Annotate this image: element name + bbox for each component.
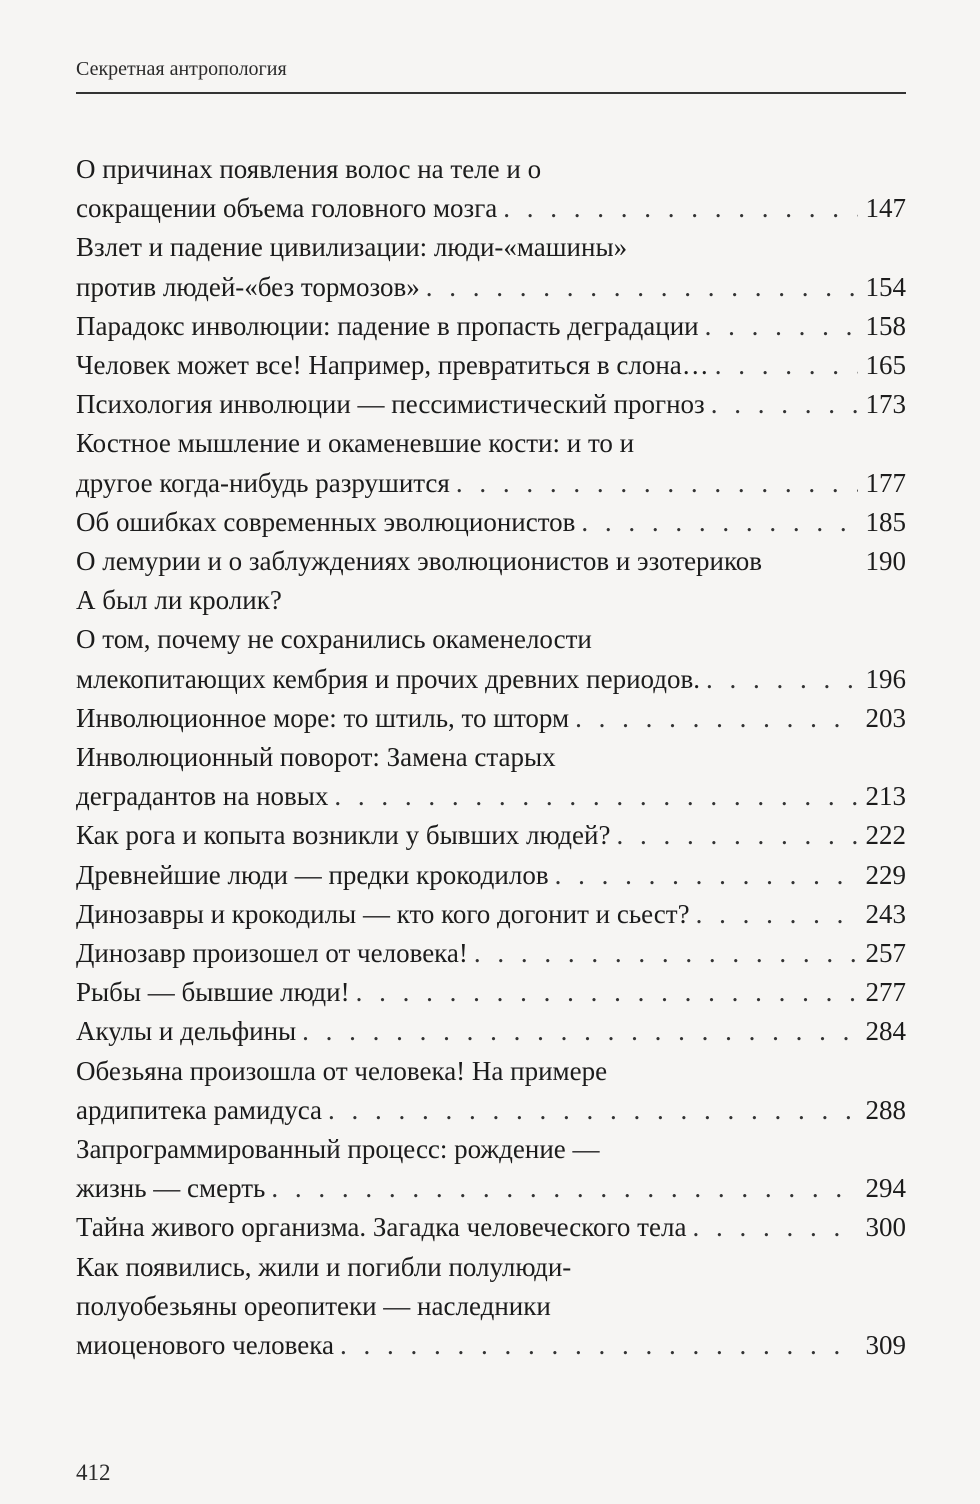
- toc-entry: [76, 503, 906, 542]
- toc-entry-title-line: Взлет и падение цивилизации: люди-«машины»: [76, 232, 628, 263]
- dot-leader: [356, 973, 858, 1012]
- toc-page-number: 222: [865, 820, 906, 851]
- toc-entry-title: Рыбы — бывшие люди!: [76, 977, 350, 1008]
- toc-entry-title: млекопитающих кембрия и прочих древних периодов.: [76, 663, 701, 694]
- toc-page-number: 165: [865, 350, 906, 381]
- toc-entry-title-line: Костное мышление и окаменевшие кости: и то и: [76, 428, 635, 459]
- toc-entry-title-line: О том, почему не сохранились окаменелости: [76, 624, 592, 655]
- toc-page-number: 229: [865, 859, 906, 890]
- dot-leader: [271, 1169, 857, 1208]
- toc-entry: [76, 1012, 906, 1051]
- toc-entry: [76, 699, 906, 738]
- toc-entry-title-line: Инволюционный поворот: Замена старых: [76, 742, 556, 773]
- toc-entry: [76, 424, 906, 502]
- toc-entry-title: Психология инволюции — пессимистический прогноз: [76, 389, 705, 420]
- page-number: 412: [76, 1460, 111, 1485]
- toc-entry: [76, 1208, 906, 1247]
- toc-page-number: 154: [865, 271, 906, 302]
- toc-entry: [76, 934, 906, 973]
- dot-leader: [575, 699, 857, 738]
- toc-page-number: 257: [865, 938, 906, 969]
- running-header: Секретная антропология: [76, 58, 287, 80]
- dot-leader: [616, 816, 857, 855]
- dot-leader: [426, 268, 858, 307]
- dot-leader: [705, 307, 858, 346]
- dot-leader: [456, 464, 858, 503]
- dot-leader: [503, 189, 857, 228]
- toc-entry-title-line: Обезьяна произошла от человека! На примере: [76, 1055, 608, 1086]
- toc-page-number: 185: [865, 506, 906, 537]
- toc-page-number: 300: [865, 1212, 906, 1243]
- toc-entry: [76, 973, 906, 1012]
- toc-entry: [76, 620, 906, 698]
- toc-page-number: 173: [865, 389, 906, 420]
- toc-entry: [76, 150, 906, 228]
- toc-entry-title-line: О причинах появления волос на теле и о: [76, 154, 542, 184]
- toc-entry-title: Динозавр произошел от человека!: [76, 938, 468, 969]
- toc-entry: [76, 1052, 906, 1130]
- dot-leader: [302, 1012, 857, 1051]
- toc-entry-title: сокращении объема головного мозга: [76, 193, 498, 224]
- toc-entry-title: ардипитека рамидуса: [76, 1094, 322, 1125]
- toc-entry: [76, 346, 906, 385]
- toc-entry-title: О лемурии и о заблуждениях эволюционистов и эзотериков: [76, 546, 762, 577]
- toc-entry-title-line: полуобезьяны ореопитеки — наследники: [76, 1290, 551, 1321]
- toc-entry-title: другое когда-нибудь разрушится: [76, 467, 450, 498]
- dot-leader: [711, 385, 858, 424]
- toc-page-number: 196: [865, 663, 906, 694]
- header-rule: [76, 92, 906, 94]
- toc-entry-title: Динозавры и крокодилы — кто кого догонит и сьест?: [76, 898, 690, 929]
- dot-leader: [474, 934, 858, 973]
- toc-entry-title: Как рога и копыта возникли у бывших людей?: [76, 820, 611, 851]
- toc-entry-title: Инволюционное море: то штиль, то шторм: [76, 702, 570, 733]
- toc-page-number: 277: [865, 977, 906, 1008]
- toc-entry: [76, 542, 906, 581]
- toc-entry-title: Тайна живого организма. Загадка человеческого тела: [76, 1212, 687, 1243]
- table-of-contents: [76, 150, 906, 1365]
- toc-page-number: 243: [865, 898, 906, 929]
- dot-leader: [334, 777, 857, 816]
- toc-page-number: 203: [865, 702, 906, 733]
- dot-leader: [340, 1326, 858, 1365]
- dot-leader: [706, 660, 857, 699]
- dot-leader: [581, 503, 857, 542]
- toc-entry: [76, 816, 906, 855]
- toc-page-number: 309: [865, 1330, 906, 1361]
- toc-entry: [76, 738, 906, 816]
- toc-entry-title: жизнь — смерть: [76, 1173, 266, 1204]
- toc-entry: [76, 581, 906, 620]
- toc-entry-title: Об ошибках современных эволюционистов: [76, 506, 576, 537]
- dot-leader: [696, 895, 858, 934]
- toc-entry-title-line: Как появились, жили и погибли полулюди-: [76, 1251, 572, 1282]
- dot-leader: [555, 856, 858, 895]
- toc-entry-title: миоценового человека: [76, 1330, 334, 1361]
- toc-entry-title: против людей-«без тормозов»: [76, 271, 420, 302]
- toc-page-number: 284: [865, 1016, 906, 1047]
- toc-entry: [76, 307, 906, 346]
- toc-entry-title: деградантов на новых: [76, 781, 329, 812]
- toc-entry-title-line: Запрограммированный процесс: рождение —: [76, 1134, 600, 1165]
- toc-page-number: 177: [865, 467, 906, 498]
- toc-entry: [76, 856, 906, 895]
- toc-entry: [76, 1130, 906, 1208]
- toc-entry-title: Древнейшие люди — предки крокодилов: [76, 859, 549, 890]
- toc-page-number: 147: [865, 193, 906, 224]
- dot-leader: [328, 1091, 858, 1130]
- toc-page-number: 288: [865, 1094, 906, 1125]
- toc-page-number: 213: [865, 781, 906, 812]
- toc-entry-title: Акулы и дельфины: [76, 1016, 297, 1047]
- toc-entry: [76, 895, 906, 934]
- dot-leader: [715, 346, 858, 385]
- dot-leader: [692, 1208, 857, 1247]
- toc-entry-title: Человек может все! Например, превратиться в слона…: [76, 350, 709, 381]
- toc-entry-title: А был ли кролик?: [76, 585, 282, 616]
- toc-entry: [76, 385, 906, 424]
- toc-page-number: 294: [865, 1173, 906, 1204]
- toc-page-number: 190: [865, 546, 906, 577]
- toc-page-number: 158: [865, 310, 906, 341]
- toc-entry: [76, 228, 906, 306]
- toc-entry: [76, 1248, 906, 1366]
- toc-entry-title: Парадокс инволюции: падение в пропасть деградации: [76, 310, 699, 341]
